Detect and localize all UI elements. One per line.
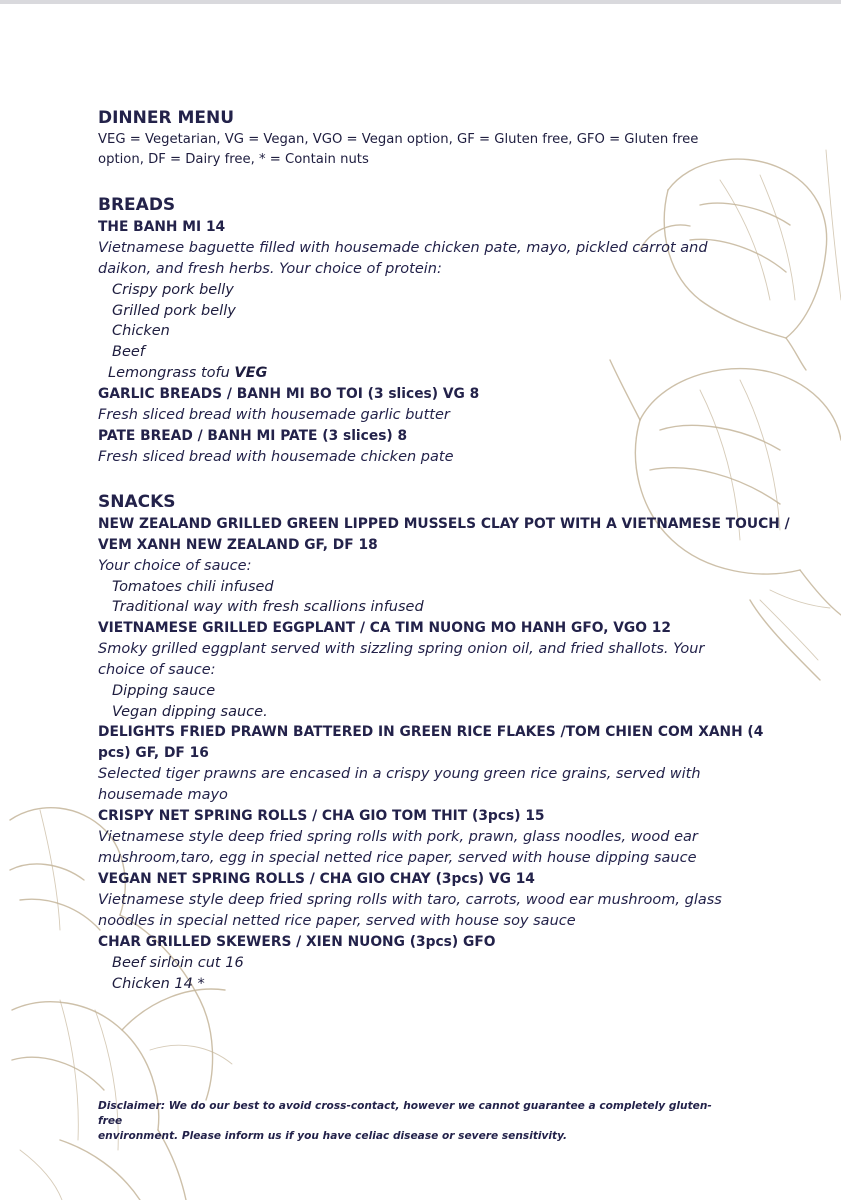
sauce-option: Vegan dipping sauce. [112, 703, 268, 720]
item-title: DELIGHTS FRIED PRAWN BATTERED IN GREEN RICE FLAKES /TOM CHIEN COM XANH (4 [98, 724, 764, 741]
protein-option: Chicken [112, 323, 170, 340]
menu-item-banh-mi [98, 217, 738, 384]
item-description: Vietnamese style deep fried spring rolls with pork, prawn, glass noodles, wood ear [98, 829, 698, 846]
item-title: NEW ZEALAND GRILLED GREEN LIPPED MUSSELS CLAY POT WITH A VIETNAMESE TOUCH / [98, 515, 790, 532]
menu-content [98, 106, 790, 995]
sauce-option: Traditional way with fresh scallions infused [112, 599, 424, 616]
protein-option-tofu [98, 363, 738, 384]
veg-tag: VEG [234, 364, 268, 381]
item-description: Fresh sliced bread with housemade garlic butter [98, 406, 450, 423]
section-heading-breads: BREADS [98, 195, 176, 215]
section-heading-snacks: SNACKS [98, 491, 176, 512]
protein-option: Beef [112, 344, 145, 361]
menu-item-crispy-spring-rolls [98, 806, 738, 869]
menu-legend [98, 130, 738, 169]
protein-option: Grilled pork belly [112, 302, 236, 319]
item-description: Smoky grilled eggplant served with sizzling spring onion oil, and fried shallots. Your [98, 640, 705, 657]
menu-item-prawn [98, 722, 764, 806]
item-description: Vietnamese baguette filled with housemade chicken pate, mayo, pickled carrot and [98, 240, 708, 256]
menu-item-skewers [98, 932, 738, 994]
disclaimer-line-2: environment. Please inform us if you have celiac disease or severe sensitivity. [98, 1130, 568, 1142]
skewer-option: Chicken 14 * [112, 976, 205, 993]
item-title: CHAR GRILLED SKEWERS / XIEN NUONG (3pcs) GFO [98, 934, 496, 951]
item-description: Your choice of sauce: [98, 557, 252, 574]
item-title: VIETNAMESE GRILLED EGGPLANT / CA TIM NUONG MO HANH GFO, VGO 12 [98, 619, 671, 636]
sauce-option: Dipping sauce [112, 682, 216, 699]
item-description: noodles in special netted rice paper, served with house soy sauce [98, 913, 576, 930]
top-edge-bar [0, 0, 841, 4]
menu-item-eggplant [98, 618, 738, 722]
disclaimer-line-1: Disclaimer: We do our best to avoid cross-contact, however we cannot guarantee a completely gluten-free [98, 1100, 712, 1127]
sauce-option: Tomatoes chili infused [112, 578, 274, 595]
protein-option: Crispy pork belly [112, 282, 234, 298]
item-title: VEGAN NET SPRING ROLLS / CHA GIO CHAY (3pcs) VG 14 [98, 871, 535, 888]
tofu-label: Lemongrass tofu [108, 364, 230, 381]
menu-item-mussels [98, 514, 790, 618]
item-description: housemade mayo [98, 787, 228, 804]
legend-line-1: VEG = Vegetarian, VG = Vegan, VGO = Vegan option, GF = Gluten free, GFO = Gluten free [98, 132, 699, 147]
legend-line-2: option, DF = Dairy free, * = Contain nuts [98, 151, 369, 167]
item-title: GARLIC BREADS / BANH MI BO TOI (3 slices) VG 8 [98, 385, 480, 402]
item-title: pcs) GF, DF 16 [98, 745, 209, 762]
skewer-option: Beef sirloin cut 16 [112, 955, 244, 972]
item-description: Selected tiger prawns are encased in a crispy young green rice grains, served with [98, 766, 701, 783]
menu-item-pate-bread [98, 426, 738, 468]
item-description: daikon, and fresh herbs. Your choice of protein: [98, 261, 442, 277]
item-title: CRISPY NET SPRING ROLLS / CHA GIO TOM THIT (3pcs) 15 [98, 808, 545, 825]
item-description: Vietnamese style deep fried spring rolls with taro, carrots, wood ear mushroom, glass [98, 892, 722, 909]
menu-item-vegan-spring-rolls [98, 869, 738, 932]
item-title: VEM XANH NEW ZEALAND GF, DF 18 [98, 536, 378, 553]
menu-title: DINNER MENU [98, 108, 235, 128]
menu-item-garlic-bread [98, 384, 738, 426]
item-title: PATE BREAD / BANH MI PATE (3 slices) 8 [98, 427, 408, 444]
item-title: THE BANH MI 14 [98, 219, 226, 235]
item-description: mushroom,taro, egg in special netted rice paper, served with house dipping sauce [98, 850, 697, 867]
item-description: choice of sauce: [98, 661, 216, 678]
item-description: Fresh sliced bread with housemade chicken pate [98, 448, 454, 465]
gluten-disclaimer [98, 1099, 718, 1144]
